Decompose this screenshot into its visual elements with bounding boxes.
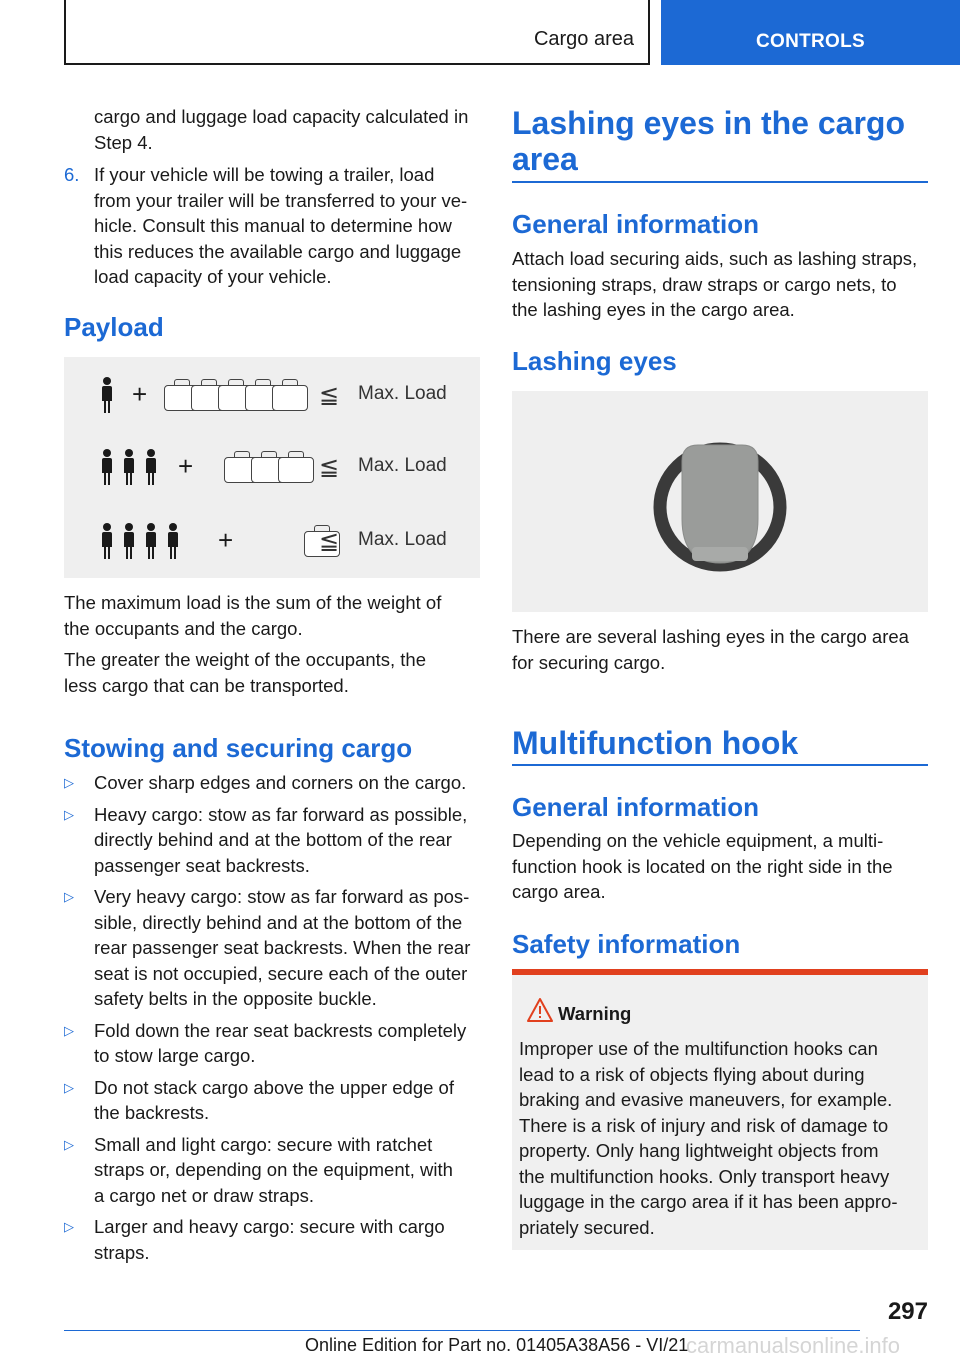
heading-rule — [512, 764, 928, 766]
text-line: The maximum load is the sum of the weight of — [64, 592, 442, 613]
warning-triangle-icon — [526, 997, 554, 1023]
max-load-label: Max. Load — [358, 455, 447, 476]
text-line: straps or, depending on the equipment, with — [94, 1159, 453, 1180]
text-line: less cargo that can be transported. — [64, 674, 349, 696]
load-row — [64, 443, 480, 493]
text-line: Attach load securing aids, such as lashing straps, — [512, 248, 918, 269]
load-row — [64, 371, 480, 421]
text-line: sible, directly behind and at the bottom of the — [94, 911, 463, 933]
warning-box — [512, 969, 928, 1250]
tab-controls[interactable] — [661, 0, 960, 65]
text-line: from your trailer will be transferred to your ve- — [94, 189, 468, 211]
load-row — [64, 517, 480, 567]
list-item-text — [94, 884, 480, 1012]
lashing-heading — [512, 105, 905, 177]
text-line: cargo and luggage load capacity calculated in — [94, 106, 469, 127]
person-icon — [124, 523, 133, 559]
list-item-text — [94, 1018, 480, 1069]
general-info-text — [512, 246, 928, 323]
bullet-triangle-icon: ▷ — [64, 806, 74, 822]
luggage-icon — [272, 385, 308, 411]
text-line: directly behind and at the bottom of the rear — [94, 829, 452, 850]
heading-line: area — [512, 141, 578, 177]
text-line: hicle. Consult this manual to determine how — [94, 215, 452, 236]
warning-title: Warning — [558, 1003, 632, 1024]
max-load-label: Max. Load — [358, 529, 447, 550]
section-title: Cargo area — [533, 28, 634, 50]
text-line: There are several lashing eyes in the cargo area — [512, 626, 909, 647]
luggage-icon — [278, 457, 314, 483]
person-icon — [146, 449, 155, 485]
hook-general-text — [512, 828, 928, 905]
less-or-equal-sign: ≦ — [319, 454, 340, 481]
less-or-equal-sign: ≦ — [319, 528, 340, 555]
payload-figure — [64, 357, 480, 578]
list-item-text — [94, 770, 480, 796]
list-item-text — [94, 802, 480, 879]
person-icon — [146, 523, 155, 559]
text-line: Fold down the rear seat backrests completely — [94, 1019, 467, 1041]
text-line: the backrests. — [94, 1102, 210, 1123]
text-line: a cargo net or draw straps. — [94, 1184, 315, 1206]
text-line: tensioning straps, draw straps or cargo nets, to — [512, 273, 897, 295]
text-line: straps. — [94, 1241, 150, 1263]
bullet-triangle-icon: ▷ — [64, 1079, 74, 1095]
person-icon — [124, 449, 133, 485]
text-line: braking and evasive maneuvers, for example. — [519, 1089, 893, 1110]
general-info-heading: General information — [512, 209, 760, 239]
text-line: lead to a risk of objects flying about during — [519, 1063, 865, 1085]
text-line: seat is not occupied, secure each of the outer — [94, 962, 468, 984]
text-line: load capacity of your vehicle. — [94, 266, 332, 287]
step-continuation — [94, 104, 480, 155]
lashing-eyes-text — [512, 624, 928, 675]
stowing-heading: Stowing and securing cargo — [64, 733, 413, 763]
bullet-triangle-icon: ▷ — [64, 889, 74, 904]
text-line: the multifunction hooks. Only transport heavy — [519, 1165, 890, 1187]
plus-sign: + — [218, 525, 234, 555]
text-line: Depending on the vehicle equipment, a multi- — [512, 830, 884, 851]
text-line: Do not stack cargo above the upper edge of — [94, 1076, 454, 1098]
watermark: carmanualsonline.info — [686, 1333, 901, 1358]
bullet-triangle-icon: ▷ — [64, 1136, 74, 1152]
text-line: for securing cargo. — [512, 651, 666, 673]
plus-sign: + — [132, 379, 148, 409]
step-number: 6. — [64, 164, 80, 185]
list-item-text — [94, 1075, 480, 1126]
payload-paragraph-2 — [64, 647, 480, 698]
hook-heading: Multifunction hook — [512, 725, 799, 761]
text-line: Small and light cargo: secure with ratchet — [94, 1133, 433, 1155]
text-line: cargo area. — [512, 881, 606, 902]
header-box — [64, 0, 650, 65]
footer-rule — [64, 1330, 860, 1331]
tab-controls-label: CONTROLS — [755, 31, 865, 52]
text-line: the occupants and the cargo. — [64, 617, 303, 639]
page-number: 297 — [887, 1298, 928, 1325]
bullet-triangle-icon: ▷ — [64, 775, 74, 790]
text-line: this reduces the available cargo and luggage — [94, 240, 462, 262]
text-line: Very heavy cargo: stow as far forward as pos- — [94, 886, 470, 907]
plus-sign: + — [178, 451, 194, 481]
max-load-label: Max. Load — [358, 383, 447, 404]
hook-general-heading: General information — [512, 792, 760, 822]
text-line: function hook is located on the right side in the — [512, 855, 893, 877]
text-line: luggage in the cargo area if it has been appro- — [519, 1191, 898, 1212]
text-line: Improper use of the multifunction hooks can — [519, 1038, 878, 1059]
text-line: priately secured. — [519, 1216, 655, 1238]
person-icon — [102, 523, 111, 559]
person-icon — [102, 377, 111, 413]
payload-paragraph-1 — [64, 590, 480, 641]
text-line: Heavy cargo: stow as far forward as possible, — [94, 803, 468, 825]
person-icon — [102, 449, 111, 485]
text-line: Larger and heavy cargo: secure with cargo — [94, 1216, 445, 1237]
bullet-triangle-icon: ▷ — [64, 1219, 74, 1234]
lashing-eye-illustration — [512, 391, 928, 612]
safety-heading: Safety information — [512, 929, 741, 959]
edition-text: Online Edition for Part no. 01405A38A56 - VI/21 — [305, 1335, 689, 1355]
text-line: passenger seat backrests. — [94, 854, 310, 876]
payload-heading: Payload — [64, 312, 164, 342]
warning-text — [519, 1036, 924, 1240]
text-line: There is a risk of injury and risk of damage to — [519, 1114, 889, 1136]
text-line: rear passenger seat backrests. When the rear — [94, 937, 471, 958]
bullet-triangle-icon: ▷ — [64, 1022, 74, 1038]
less-or-equal-sign: ≦ — [319, 382, 340, 409]
list-item-text — [94, 1214, 480, 1265]
text-line: If your vehicle will be towing a trailer, load — [94, 164, 435, 185]
text-line: to stow large cargo. — [94, 1045, 256, 1066]
list-item-text — [94, 1132, 480, 1209]
text-line: the lashing eyes in the cargo area. — [512, 299, 795, 320]
step-6-text — [94, 162, 480, 290]
lashing-eyes-heading: Lashing eyes — [512, 346, 677, 376]
heading-line: Lashing eyes in the cargo — [512, 105, 905, 141]
text-line: The greater the weight of the occupants, the — [64, 649, 427, 670]
text-line: safety belts in the opposite buckle. — [94, 988, 377, 1009]
text-line: Cover sharp edges and corners on the cargo. — [94, 772, 467, 793]
person-icon — [168, 523, 177, 559]
heading-rule — [512, 181, 928, 183]
lashing-eye-figure — [512, 391, 928, 612]
text-line: Step 4. — [94, 131, 153, 153]
text-line: property. Only hang lightweight objects from — [519, 1140, 879, 1161]
